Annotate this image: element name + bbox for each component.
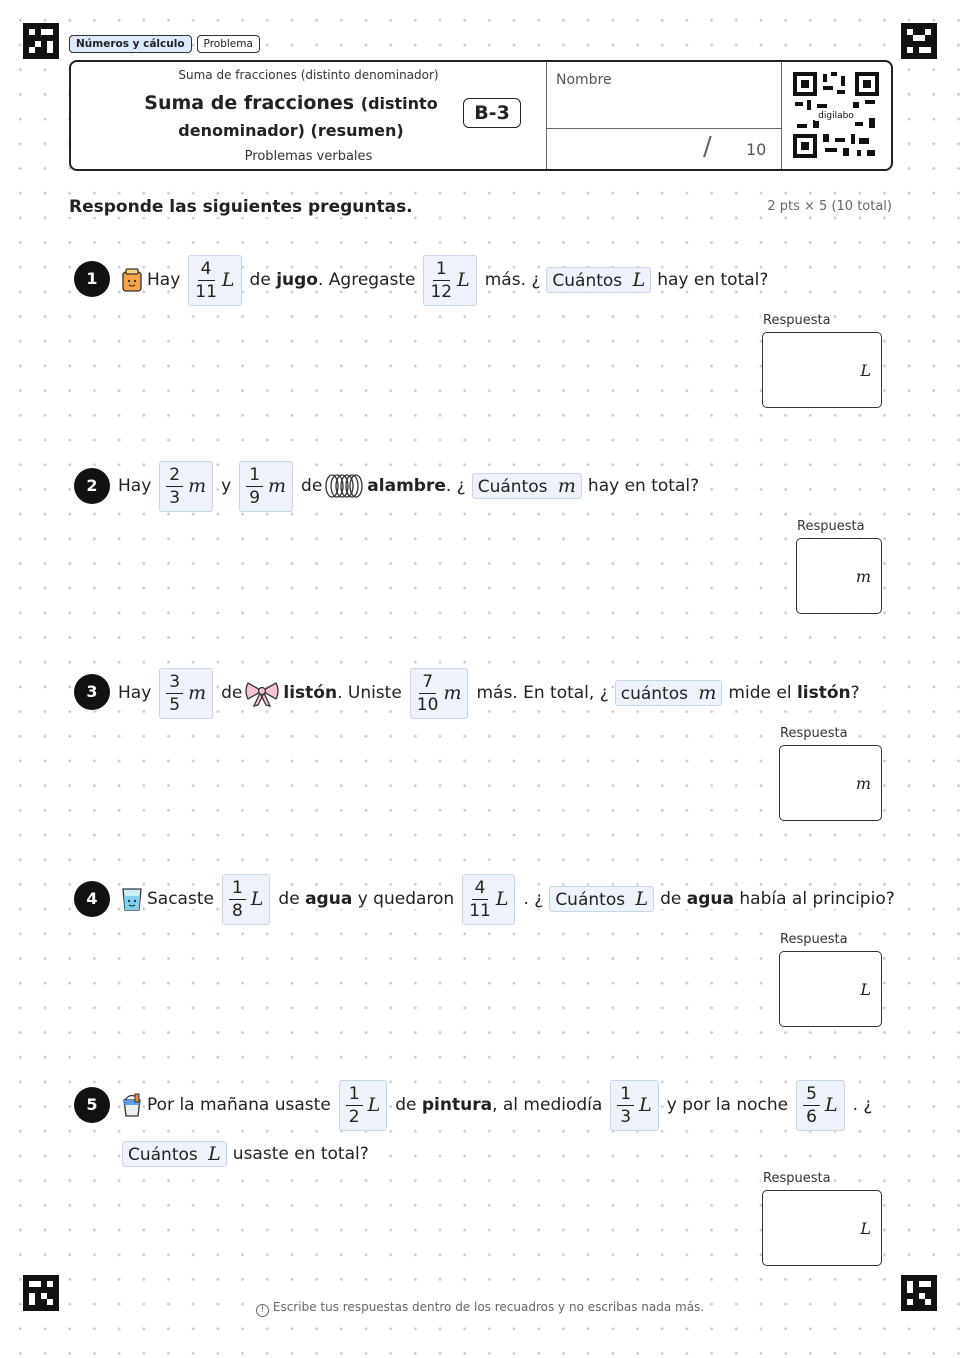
problem-5-text-line2: Cuántos L usaste en total?	[120, 1138, 371, 1170]
worksheet-code: B-3	[463, 98, 521, 128]
problem-number-1: 1	[74, 261, 110, 297]
fraction: 1 12 L	[423, 255, 476, 306]
answer-label: Respuesta	[763, 313, 831, 328]
wire-coil-icon	[324, 473, 364, 499]
question-highlight: Cuántos L	[122, 1141, 227, 1167]
problem-number-2: 2	[74, 468, 110, 504]
tag-bar	[69, 35, 260, 53]
answer-box-2[interactable]: m	[796, 538, 882, 614]
problem-5-text-line1: Por la mañana usaste 1 2 L de pintura, al mediodía 1 3 L y por la noche 5 6 L . ¿	[120, 1077, 874, 1133]
problem-number-5: 5	[74, 1087, 110, 1123]
fraction: 1 3 L	[610, 1080, 658, 1131]
answer-box-5[interactable]: L	[762, 1190, 882, 1266]
answer-label: Respuesta	[780, 726, 848, 741]
answer-label: Respuesta	[780, 932, 848, 947]
fraction: 3 5 m	[159, 668, 213, 719]
corner-marker-top-right	[901, 23, 937, 59]
worksheet-header	[69, 60, 893, 171]
fraction: 1 2 L	[339, 1080, 387, 1131]
corner-marker-top-left	[23, 23, 59, 59]
problem-number-4: 4	[74, 881, 110, 917]
question-highlight: cuántos m	[615, 680, 723, 706]
question-highlight: Cuántos L	[549, 886, 654, 912]
header-category: Problemas verbales	[244, 149, 373, 164]
water-icon	[120, 886, 144, 912]
fraction: 1 8 L	[222, 874, 270, 925]
warning-icon: !	[256, 1304, 269, 1317]
problem-1-text: Hay 4 11 L de jugo. Agregaste 1 12 L más. ¿ Cuántos L hay en total?	[120, 252, 770, 308]
ribbon-icon	[244, 679, 280, 707]
problem-2-text: Hay 2 3 m y 1 9 m de alambre. ¿ Cuántos m hay en total?	[116, 458, 701, 514]
answer-box-4[interactable]: L	[779, 951, 882, 1027]
fraction: 7 10 m	[410, 668, 469, 719]
question-highlight: Cuántos L	[546, 267, 651, 293]
score-slash: /	[703, 132, 712, 162]
page-title: Suma de fracciones (distinto denominador) (resumen)	[144, 92, 438, 140]
score-total: 10	[746, 140, 767, 159]
answer-label: Respuesta	[763, 1171, 831, 1186]
answer-label: Respuesta	[797, 519, 865, 534]
problem-number-3: 3	[74, 674, 110, 710]
tag-subject: Números y cálculo	[69, 35, 192, 53]
svg-text:digilabo: digilabo	[818, 111, 854, 121]
fraction: 2 3 m	[159, 461, 213, 512]
answer-box-1[interactable]: L	[762, 332, 882, 408]
qr-code-icon	[793, 72, 879, 158]
answer-box-3[interactable]: m	[779, 745, 882, 821]
problem-3-text: Hay 3 5 m de listón. Uniste 7 10 m más. En total, ¿ cuántos m mide el listón?	[116, 665, 862, 721]
fraction: 4 11 L	[188, 255, 241, 306]
question-highlight: Cuántos m	[472, 473, 582, 499]
fraction: 1 9 m	[239, 461, 293, 512]
name-field-label: Nombre	[556, 72, 612, 88]
fraction: 5 6 L	[796, 1080, 844, 1131]
tag-type: Problema	[197, 35, 260, 53]
footer-note: ! Escribe tus respuestas dentro de los recuadros y no escribas nada más.	[0, 1300, 960, 1317]
paint-bucket-icon	[120, 1092, 144, 1118]
juice-icon	[120, 267, 144, 293]
fraction: 4 11 L	[462, 874, 515, 925]
points-info: 2 pts × 5 (10 total)	[767, 199, 892, 214]
header-subtitle: Suma de fracciones (distinto denominador)	[178, 68, 439, 82]
instructions: Responde las siguientes preguntas.	[69, 197, 413, 217]
problem-4-text: Sacaste 1 8 L de agua y quedaron 4 11 L . ¿ Cuántos L de agua había al principio?	[120, 871, 897, 927]
